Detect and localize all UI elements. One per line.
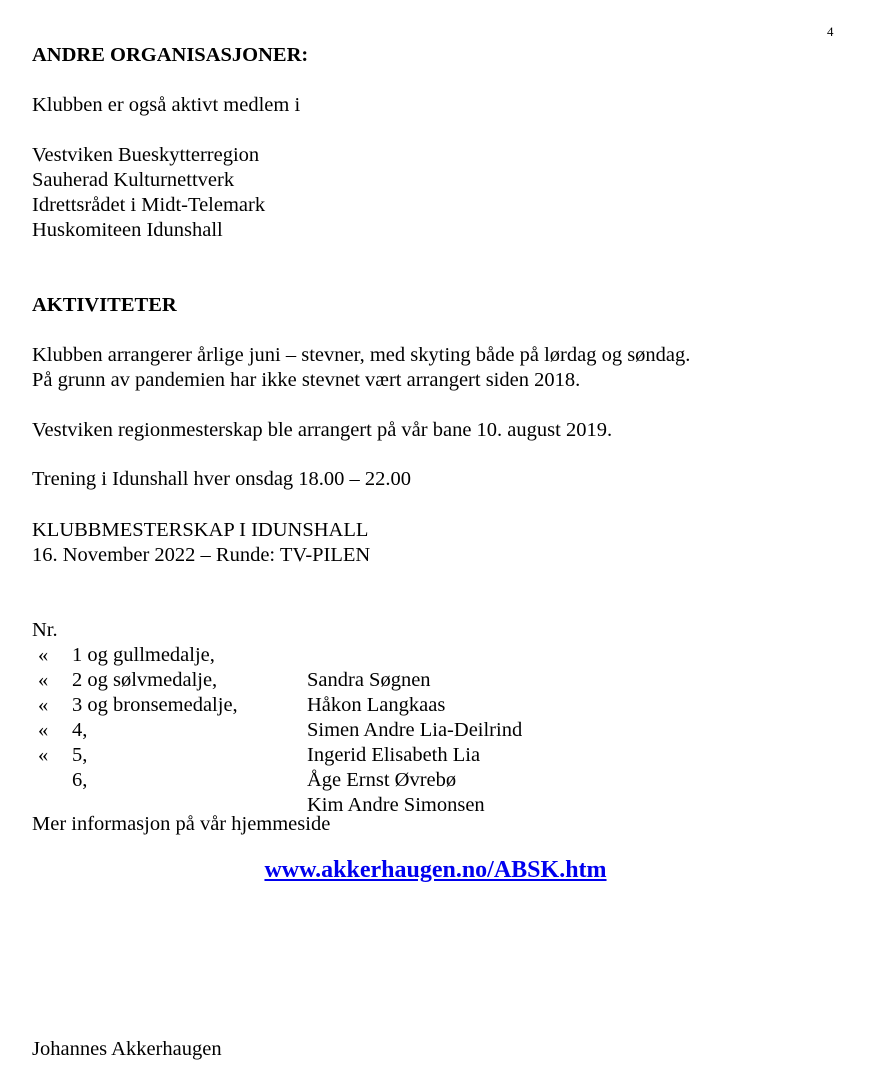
result-place: 3 og bronsemedalje, — [72, 694, 238, 716]
organisations-intro: Klubben er også aktivt medlem i — [32, 94, 301, 116]
result-place: 4, — [72, 719, 88, 741]
result-name: Kim Andre Simonsen — [307, 794, 485, 816]
activities-paragraph-1 — [32, 343, 690, 393]
results-list — [32, 593, 632, 816]
homepage-link-wrap — [0, 855, 871, 885]
result-name: Håkon Langkaas — [307, 694, 446, 716]
paragraph-line: På grunn av pandemien har ikke stevnet vært arrangert siden 2018. — [32, 369, 581, 391]
championship-subtitle: 16. November 2022 – Runde: TV-PILEN — [32, 544, 371, 566]
activities-paragraph-3: Trening i Idunshall hver onsdag 18.00 – 22.00 — [32, 468, 412, 490]
result-name: Åge Ernst Øvrebø — [307, 769, 457, 791]
organisation-item: Sauherad Kulturnettverk — [32, 169, 235, 191]
signature: Johannes Akkerhaugen — [32, 1038, 222, 1060]
result-name: Simen Andre Lia-Deilrind — [307, 719, 523, 741]
section-heading-activities: AKTIVITETER — [32, 294, 177, 316]
result-place: 6, — [72, 769, 88, 791]
organisation-item: Idrettsrådet i Midt-Telemark — [32, 194, 266, 216]
result-place: 1 og gullmedalje, — [72, 644, 215, 666]
homepage-link[interactable]: www.akkerhaugen.no/ABSK.htm — [264, 857, 607, 883]
activities-paragraph-2: Vestviken regionmesterskap ble arrangert på vår bane 10. august 2019. — [32, 419, 613, 441]
result-name: Sandra Søgnen — [307, 669, 431, 691]
organisation-item: Vestviken Bueskytterregion — [32, 144, 260, 166]
result-place: 5, — [72, 744, 88, 766]
organisation-item: Huskomiteen Idunshall — [32, 219, 223, 241]
result-rank-label: Nr. — [32, 619, 58, 641]
result-rank-label: « — [38, 644, 49, 666]
paragraph-line: Klubben arrangerer årlige juni – stevner, med skyting både på lørdag og søndag. — [32, 344, 691, 366]
championship-title: KLUBBMESTERSKAP I IDUNSHALL — [32, 519, 369, 541]
section-heading-organisations: ANDRE ORGANISASJONER: — [32, 44, 309, 66]
info-text: Mer informasjon på vår hjemmeside — [32, 813, 331, 835]
result-name: Ingerid Elisabeth Lia — [307, 744, 481, 766]
organisations-list — [32, 143, 265, 243]
result-rank-label: « — [38, 719, 49, 741]
result-rank-label: « — [38, 669, 49, 691]
page-number: 4 — [827, 24, 834, 39]
result-rank-label: « — [38, 694, 49, 716]
result-place: 2 og sølvmedalje, — [72, 669, 218, 691]
result-rank-label: « — [38, 744, 49, 766]
championship-header — [32, 518, 370, 568]
